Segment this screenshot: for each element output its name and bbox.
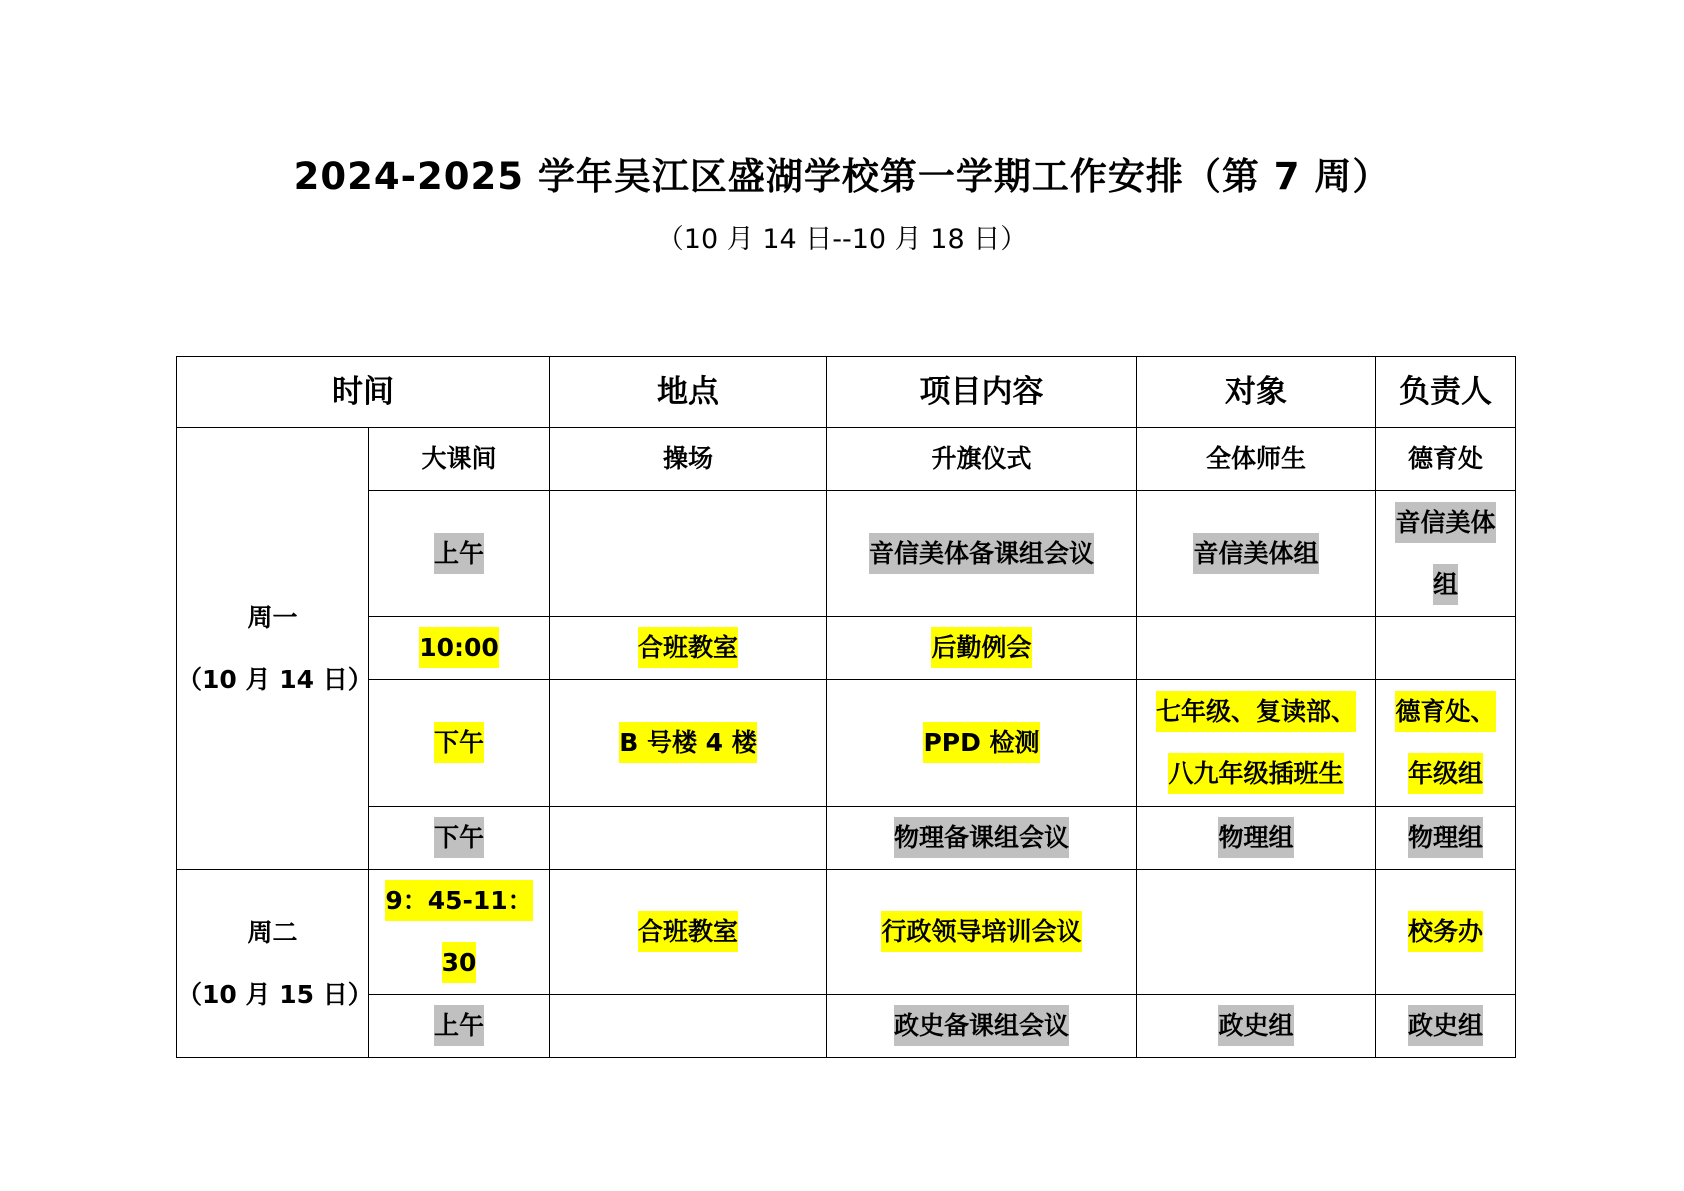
content-cell bbox=[827, 617, 1137, 680]
content-cell bbox=[827, 428, 1137, 491]
owner-text: 政史组 bbox=[1408, 1005, 1483, 1046]
target-cell bbox=[1137, 428, 1376, 491]
content-cell bbox=[827, 491, 1137, 617]
target-text: 政史组 bbox=[1218, 1005, 1293, 1046]
time-cell bbox=[369, 680, 550, 807]
time-text: 下午 bbox=[434, 817, 484, 858]
content-text: PPD 检测 bbox=[923, 722, 1039, 763]
target-cell bbox=[1137, 807, 1376, 870]
place-cell bbox=[550, 428, 827, 491]
header-place: 地点 bbox=[550, 357, 827, 428]
content-text: 音信美体备课组会议 bbox=[869, 533, 1094, 574]
time-text: 下午 bbox=[434, 722, 484, 763]
target-cell bbox=[1137, 680, 1376, 807]
owner-cell bbox=[1376, 807, 1516, 870]
owner-cell bbox=[1376, 428, 1516, 491]
content-text: 物理备课组会议 bbox=[894, 817, 1069, 858]
owner-cell bbox=[1376, 617, 1516, 680]
table-row bbox=[177, 807, 1516, 870]
content-text: 行政领导培训会议 bbox=[881, 911, 1081, 952]
table-row bbox=[177, 995, 1516, 1058]
time-cell bbox=[369, 995, 550, 1058]
target-cell bbox=[1137, 870, 1376, 995]
content-cell bbox=[827, 995, 1137, 1058]
content-cell bbox=[827, 680, 1137, 807]
header-target: 对象 bbox=[1137, 357, 1376, 428]
header-content: 项目内容 bbox=[827, 357, 1137, 428]
target-text: 八九年级插班生 bbox=[1168, 753, 1343, 794]
place-cell bbox=[550, 491, 827, 617]
day-cell-monday bbox=[177, 428, 373, 870]
time-cell bbox=[369, 617, 550, 680]
content-cell bbox=[827, 870, 1137, 995]
time-text: 大课间 bbox=[421, 444, 497, 473]
target-text: 全体师生 bbox=[1205, 444, 1306, 473]
document-title: 2024-2025 学年吴江区盛湖学校第一学期工作安排（第 7 周） bbox=[293, 155, 1391, 198]
owner-text: 德育处 bbox=[1407, 444, 1483, 473]
header-owner: 负责人 bbox=[1376, 357, 1516, 428]
day-cell-tuesday bbox=[177, 870, 373, 1058]
owner-text: 年级组 bbox=[1408, 753, 1483, 794]
target-text: 物理组 bbox=[1218, 817, 1293, 858]
time-text: 9：45-11：30 bbox=[385, 880, 532, 983]
table-row bbox=[177, 680, 1516, 807]
place-cell bbox=[550, 807, 827, 870]
day-date: （10 月 15 日） bbox=[177, 979, 373, 1009]
day-label: 周二 bbox=[247, 917, 298, 947]
table-row bbox=[177, 870, 1516, 995]
table-row bbox=[177, 617, 1516, 680]
owner-cell bbox=[1376, 491, 1516, 617]
owner-text: 音信美体 bbox=[1395, 502, 1495, 543]
content-text: 后勤例会 bbox=[931, 627, 1031, 668]
owner-cell bbox=[1376, 680, 1516, 807]
target-cell bbox=[1137, 617, 1376, 680]
target-cell bbox=[1137, 491, 1376, 617]
owner-cell bbox=[1376, 995, 1516, 1058]
header-time: 时间 bbox=[177, 357, 550, 428]
owner-text: 组 bbox=[1433, 564, 1458, 605]
place-cell bbox=[550, 617, 827, 680]
header-row bbox=[177, 357, 1516, 428]
day-label: 周一 bbox=[247, 602, 298, 632]
target-text: 音信美体组 bbox=[1193, 533, 1318, 574]
owner-text: 校务办 bbox=[1408, 911, 1483, 952]
owner-text: 物理组 bbox=[1408, 817, 1483, 858]
target-cell bbox=[1137, 995, 1376, 1058]
schedule-table bbox=[176, 356, 1516, 1058]
place-text: 合班教室 bbox=[638, 627, 738, 668]
place-cell bbox=[550, 870, 827, 995]
time-cell bbox=[369, 807, 550, 870]
time-text: 上午 bbox=[434, 1005, 484, 1046]
date-range: （10 月 14 日--10 月 18 日） bbox=[656, 224, 1028, 255]
place-text: B 号楼 4 楼 bbox=[619, 722, 757, 763]
day-date: （10 月 14 日） bbox=[177, 664, 373, 694]
place-text: 操场 bbox=[662, 444, 713, 473]
table-row bbox=[177, 428, 1516, 491]
table-row bbox=[177, 491, 1516, 617]
place-cell bbox=[550, 680, 827, 807]
time-cell bbox=[369, 428, 550, 491]
content-text: 政史备课组会议 bbox=[894, 1005, 1069, 1046]
time-cell bbox=[369, 870, 550, 995]
place-text: 合班教室 bbox=[638, 911, 738, 952]
content-cell bbox=[827, 807, 1137, 870]
time-text: 上午 bbox=[434, 533, 484, 574]
time-cell bbox=[369, 491, 550, 617]
place-cell bbox=[550, 995, 827, 1058]
content-text: 升旗仪式 bbox=[931, 444, 1032, 473]
owner-cell bbox=[1376, 870, 1516, 995]
owner-text: 德育处、 bbox=[1395, 691, 1495, 732]
target-text: 七年级、复读部、 bbox=[1156, 691, 1356, 732]
time-text: 10:00 bbox=[419, 627, 499, 668]
